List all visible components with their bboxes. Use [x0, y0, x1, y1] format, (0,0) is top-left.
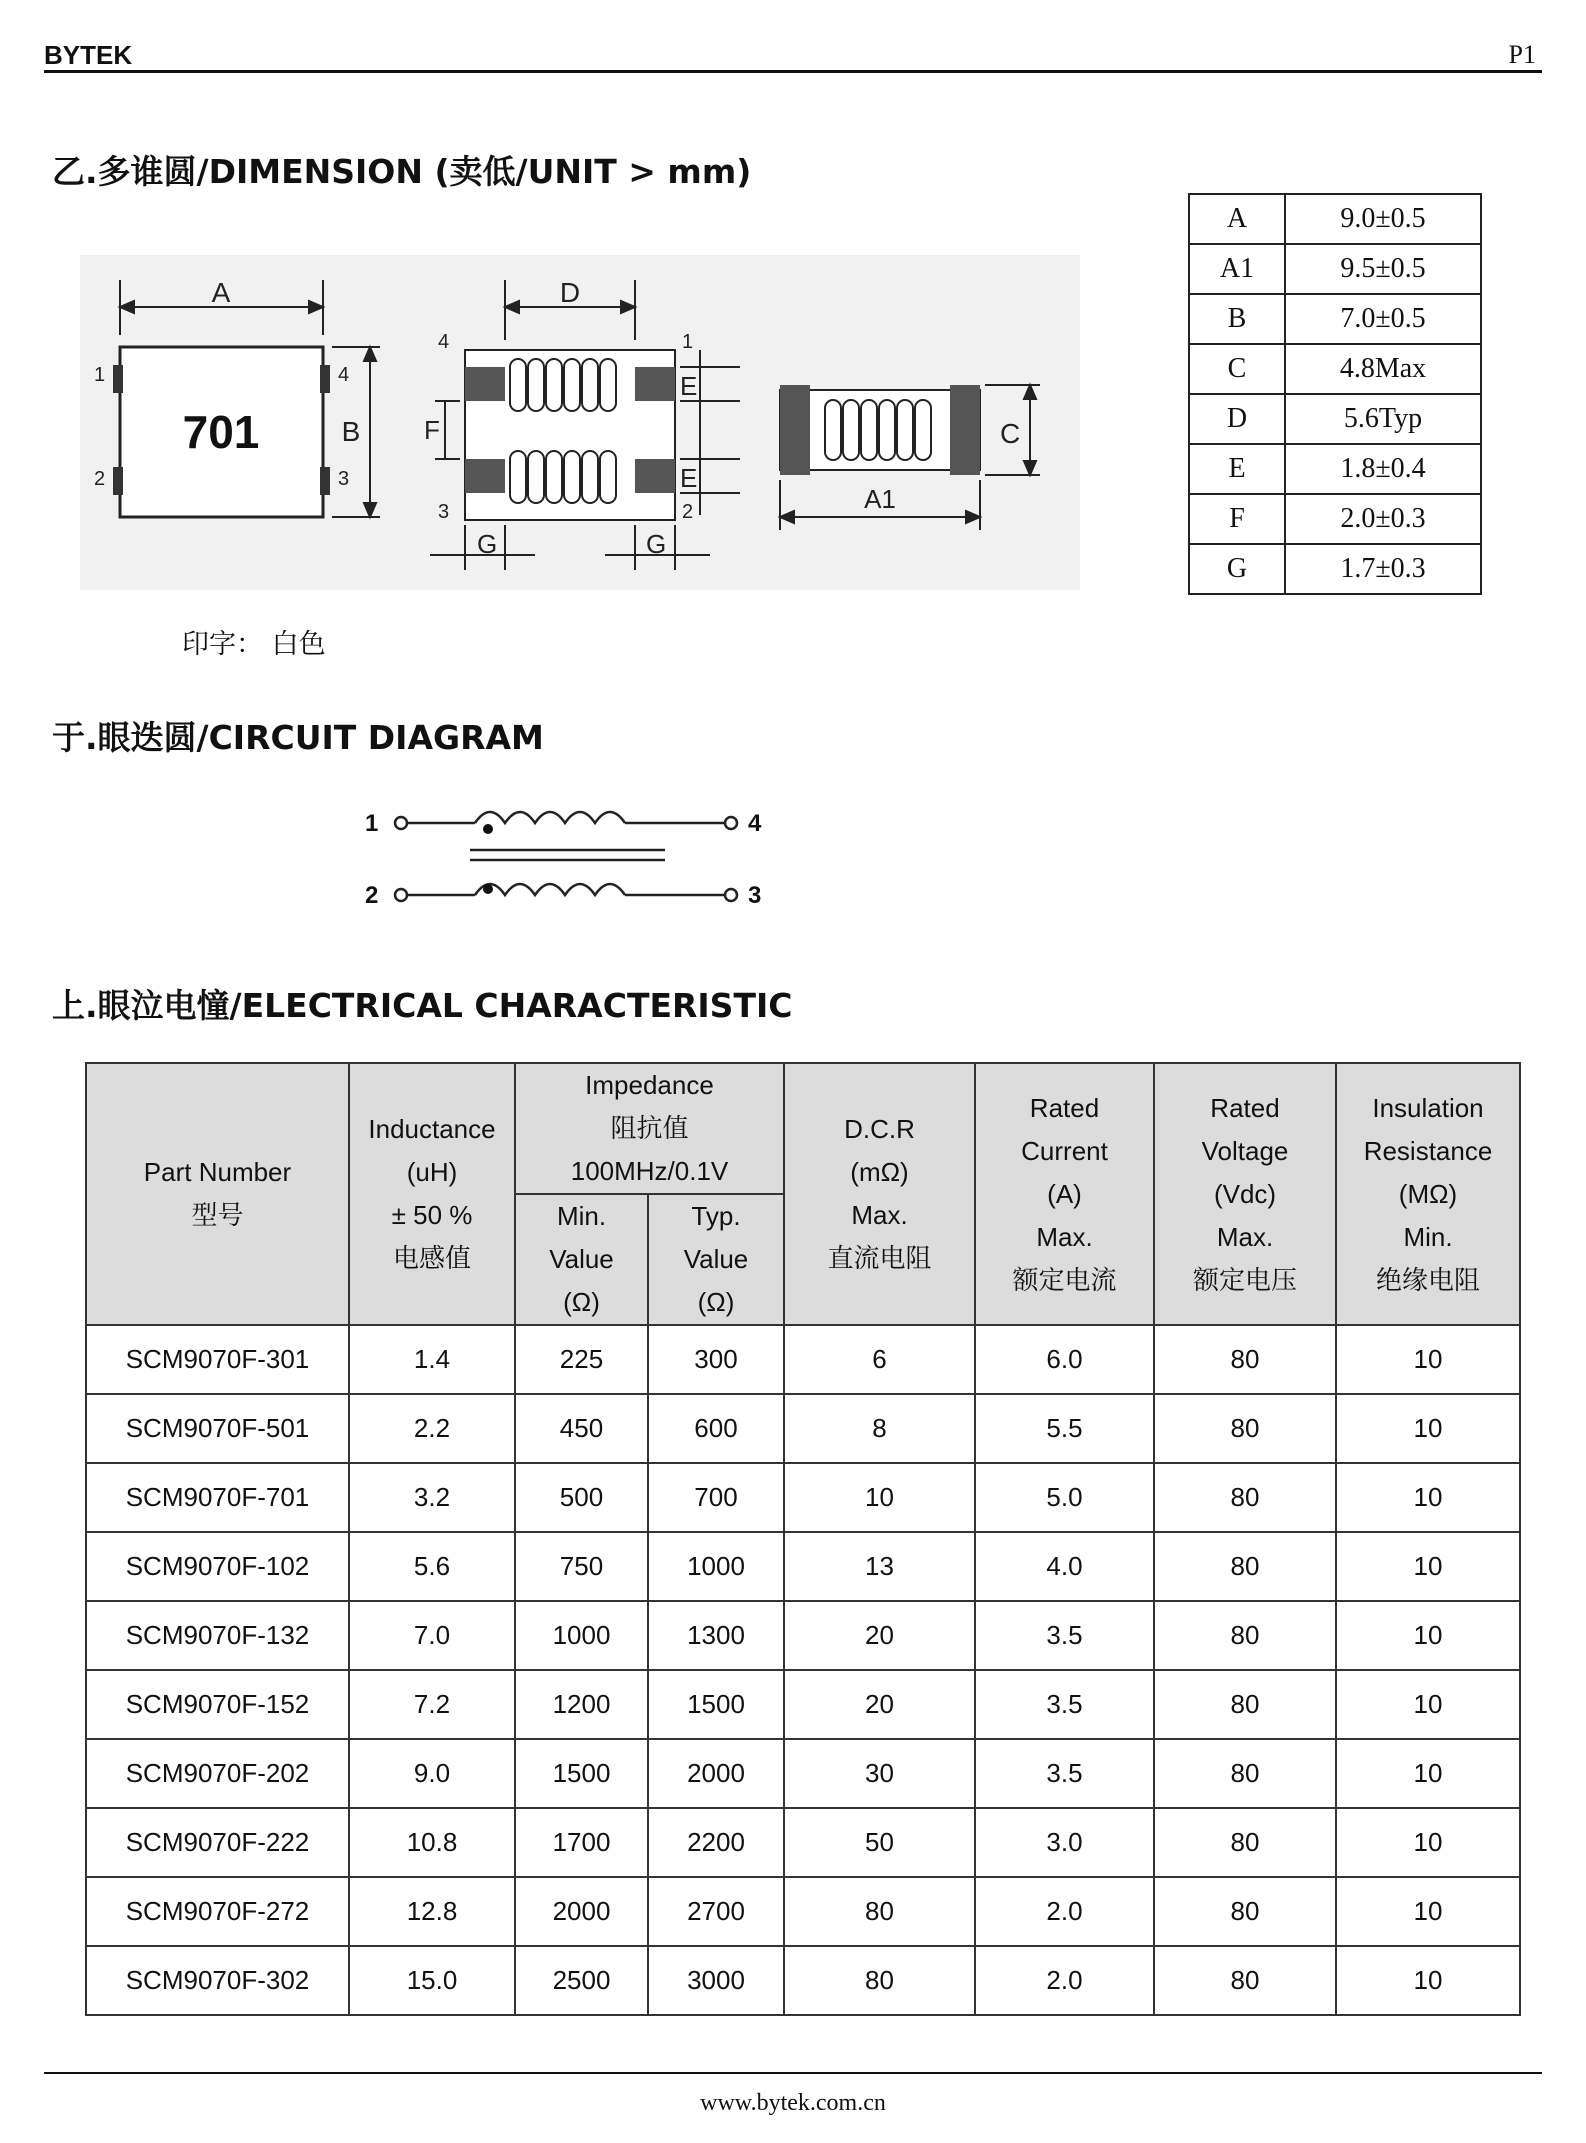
table-row	[1189, 344, 1481, 394]
pin-label-1: 1	[682, 331, 694, 353]
table-cell: 3000	[648, 1946, 784, 2015]
electrical-table	[85, 1062, 1521, 2016]
dim-key: C	[1189, 344, 1285, 394]
table-cell: 10	[1336, 1325, 1520, 1394]
table-cell: 1000	[648, 1532, 784, 1601]
table-cell: 10	[1336, 1946, 1520, 2015]
pin-label-2: 2	[94, 468, 106, 490]
pin-label-2: 2	[682, 501, 694, 523]
table-cell: 300	[648, 1325, 784, 1394]
table-cell: SCM9070F-501	[86, 1394, 349, 1463]
table-cell: 1500	[648, 1670, 784, 1739]
table-cell: 3.5	[975, 1601, 1154, 1670]
part-marking: 701	[182, 406, 260, 458]
table-cell: 700	[648, 1463, 784, 1532]
table-cell: 225	[515, 1325, 648, 1394]
table-header-row	[86, 1063, 1520, 1194]
table-cell: 80	[784, 1946, 975, 2015]
table-cell: SCM9070F-102	[86, 1532, 349, 1601]
label-g-right: G	[646, 529, 667, 559]
dimension-drawing	[80, 255, 1080, 590]
table-row	[1189, 544, 1481, 594]
table-cell: 10	[1336, 1394, 1520, 1463]
header-inductance: Inductance (uH) ± 50 % 电感值	[349, 1063, 515, 1325]
table-cell: 5.5	[975, 1394, 1154, 1463]
footer-url: www.bytek.com.cn	[700, 2090, 886, 2116]
table-cell: SCM9070F-302	[86, 1946, 349, 2015]
dim-value: 9.0±0.5	[1285, 194, 1481, 244]
table-cell: 3.5	[975, 1739, 1154, 1808]
table-cell: SCM9070F-152	[86, 1670, 349, 1739]
table-row	[86, 1808, 1520, 1877]
table-row	[1189, 494, 1481, 544]
table-cell: 10	[1336, 1463, 1520, 1532]
table-cell: 10	[1336, 1739, 1520, 1808]
table-row	[86, 1946, 1520, 2015]
table-cell: 3.2	[349, 1463, 515, 1532]
table-cell: 3.0	[975, 1808, 1154, 1877]
header-dcr: D.C.R (mΩ) Max. 直流电阻	[784, 1063, 975, 1325]
table-cell: 2000	[648, 1739, 784, 1808]
table-cell: 80	[1154, 1808, 1336, 1877]
polarity-dot	[483, 824, 493, 834]
section-title-circuit: 于.眼迭圆/CIRCUIT DIAGRAM	[52, 718, 544, 757]
dim-key: F	[1189, 494, 1285, 544]
table-cell: 5.0	[975, 1463, 1154, 1532]
section-title-dimension: 乙.多谁圆/DIMENSION (卖低/UNIT > mm)	[52, 152, 752, 191]
dim-key: D	[1189, 394, 1285, 444]
table-cell: 80	[1154, 1877, 1336, 1946]
table-row	[1189, 194, 1481, 244]
pin-label-3: 3	[438, 501, 450, 523]
circuit-pin-2: 2	[365, 882, 379, 909]
header-impedance-min: Min. Value (Ω)	[515, 1194, 648, 1325]
marking-note: 印字： 白色	[182, 629, 326, 660]
table-row	[86, 1877, 1520, 1946]
table-row	[86, 1532, 1520, 1601]
table-cell: 7.2	[349, 1670, 515, 1739]
label-a: A	[211, 277, 231, 308]
dimension-table	[1188, 193, 1482, 595]
table-row	[86, 1670, 1520, 1739]
table-cell: 80	[1154, 1739, 1336, 1808]
table-cell: 5.6	[349, 1532, 515, 1601]
table-cell: 1300	[648, 1601, 784, 1670]
table-cell: 80	[1154, 1601, 1336, 1670]
table-cell: 10	[784, 1463, 975, 1532]
label-f: F	[424, 415, 440, 445]
pin-label-3: 3	[338, 468, 350, 490]
table-cell: 2.2	[349, 1394, 515, 1463]
circuit-pin-4: 4	[748, 810, 762, 837]
table-cell: 80	[1154, 1463, 1336, 1532]
circuit-diagram	[355, 795, 775, 915]
pin-label-4: 4	[438, 331, 450, 353]
table-cell: 2.0	[975, 1946, 1154, 2015]
table-cell: 50	[784, 1808, 975, 1877]
section-title-electrical: 上.眼泣电憧/ELECTRICAL CHARACTERISTIC	[52, 986, 793, 1025]
table-cell: 80	[1154, 1532, 1336, 1601]
table-cell: 6	[784, 1325, 975, 1394]
table-row	[86, 1601, 1520, 1670]
table-row	[86, 1394, 1520, 1463]
label-e-top: E	[680, 371, 698, 401]
table-row	[86, 1325, 1520, 1394]
dim-value: 1.8±0.4	[1285, 444, 1481, 494]
dim-value: 1.7±0.3	[1285, 544, 1481, 594]
table-cell: SCM9070F-272	[86, 1877, 349, 1946]
brand-name: BYTEK	[44, 40, 133, 70]
header-impedance-typ: Typ. Value (Ω)	[648, 1194, 784, 1325]
table-cell: 500	[515, 1463, 648, 1532]
header-rated-voltage: Rated Voltage (Vdc) Max. 额定电压	[1154, 1063, 1336, 1325]
pin-label-4: 4	[338, 364, 350, 386]
table-cell: 1200	[515, 1670, 648, 1739]
table-cell: 20	[784, 1601, 975, 1670]
table-cell: 10	[1336, 1670, 1520, 1739]
table-cell: 1500	[515, 1739, 648, 1808]
label-e-bottom: E	[680, 463, 698, 493]
circuit-pin-1: 1	[365, 810, 379, 837]
table-cell: 30	[784, 1739, 975, 1808]
dim-key: E	[1189, 444, 1285, 494]
dim-value: 4.8Max	[1285, 344, 1481, 394]
table-cell: 750	[515, 1532, 648, 1601]
table-cell: SCM9070F-202	[86, 1739, 349, 1808]
footer-rule	[44, 2072, 1542, 2074]
electrical-table-body	[86, 1325, 1520, 2015]
table-row	[1189, 244, 1481, 294]
circuit-pin-3: 3	[748, 882, 762, 909]
table-cell: 80	[784, 1877, 975, 1946]
dim-key: B	[1189, 294, 1285, 344]
table-cell: 1000	[515, 1601, 648, 1670]
table-cell: 9.0	[349, 1739, 515, 1808]
header-part-number: Part Number 型号	[86, 1063, 349, 1325]
table-cell: 4.0	[975, 1532, 1154, 1601]
dim-key: A	[1189, 194, 1285, 244]
dim-value: 5.6Typ	[1285, 394, 1481, 444]
table-row	[1189, 444, 1481, 494]
header-insulation: Insulation Resistance (MΩ) Min. 绝缘电阻	[1336, 1063, 1520, 1325]
label-d: D	[559, 277, 581, 308]
table-row	[1189, 394, 1481, 444]
dim-key: G	[1189, 544, 1285, 594]
table-cell: 2500	[515, 1946, 648, 2015]
table-cell: SCM9070F-701	[86, 1463, 349, 1532]
table-row	[86, 1463, 1520, 1532]
table-cell: 10	[1336, 1877, 1520, 1946]
table-cell: 80	[1154, 1670, 1336, 1739]
table-cell: 10	[1336, 1601, 1520, 1670]
table-cell: 7.0	[349, 1601, 515, 1670]
table-cell: SCM9070F-132	[86, 1601, 349, 1670]
page-number: P1	[1508, 40, 1536, 69]
table-cell: 2000	[515, 1877, 648, 1946]
table-cell: SCM9070F-222	[86, 1808, 349, 1877]
table-cell: 2200	[648, 1808, 784, 1877]
table-cell: 12.8	[349, 1877, 515, 1946]
label-g-left: G	[477, 529, 498, 559]
table-cell: 13	[784, 1532, 975, 1601]
label-b: B	[341, 416, 361, 447]
table-cell: 10	[1336, 1532, 1520, 1601]
label-c: C	[1000, 418, 1021, 449]
table-cell: 20	[784, 1670, 975, 1739]
polarity-dot	[483, 884, 493, 894]
table-cell: 450	[515, 1394, 648, 1463]
table-row	[86, 1739, 1520, 1808]
header-rated-current: Rated Current (A) Max. 额定电流	[975, 1063, 1154, 1325]
table-cell: 2700	[648, 1877, 784, 1946]
header-impedance: Impedance 阻抗值 100MHz/0.1V	[515, 1063, 784, 1194]
table-cell: 15.0	[349, 1946, 515, 2015]
pin-label-1: 1	[94, 364, 106, 386]
table-cell: SCM9070F-301	[86, 1325, 349, 1394]
table-cell: 10	[1336, 1808, 1520, 1877]
dim-value: 7.0±0.5	[1285, 294, 1481, 344]
table-cell: 80	[1154, 1325, 1336, 1394]
table-cell: 80	[1154, 1946, 1336, 2015]
label-a1: A1	[864, 484, 896, 514]
table-cell: 1700	[515, 1808, 648, 1877]
table-cell: 80	[1154, 1394, 1336, 1463]
table-row	[1189, 294, 1481, 344]
table-cell: 1.4	[349, 1325, 515, 1394]
table-cell: 8	[784, 1394, 975, 1463]
dim-value: 2.0±0.3	[1285, 494, 1481, 544]
dim-key: A1	[1189, 244, 1285, 294]
table-cell: 2.0	[975, 1877, 1154, 1946]
table-cell: 3.5	[975, 1670, 1154, 1739]
dim-value: 9.5±0.5	[1285, 244, 1481, 294]
table-cell: 600	[648, 1394, 784, 1463]
table-cell: 10.8	[349, 1808, 515, 1877]
table-cell: 6.0	[975, 1325, 1154, 1394]
header-rule	[44, 70, 1542, 73]
